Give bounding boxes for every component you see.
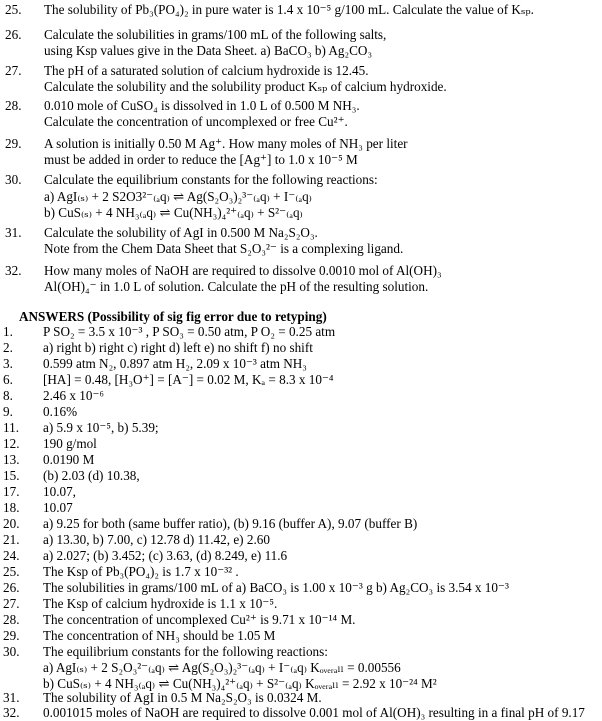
answer-number: 31. xyxy=(3,690,20,705)
question-text: Calculate the concentration of uncomplexed or free Cu²⁺. xyxy=(44,114,348,129)
answer-row xyxy=(0,484,602,498)
answer-row xyxy=(0,705,602,719)
answer-text: a) right b) right c) right d) left e) no shift f) no shift xyxy=(43,340,313,355)
answer-row xyxy=(0,580,602,594)
answer-row xyxy=(0,340,602,354)
answer-row xyxy=(0,356,602,370)
reaction-b: b) CuS₍ₛ₎ + 4 NH₃₍ₐq₎ ⇌ Cu(NH₃)₄²⁺₍ₐq₎ + S²⁻₍ₐq₎ xyxy=(44,205,303,220)
answer-number: 28. xyxy=(3,612,20,627)
question-text: How many moles of NaOH are required to dissolve 0.0010 mol of Al(OH)₃ xyxy=(44,263,442,278)
answer-row xyxy=(0,690,602,704)
answer-text: a) 5.9 x 10⁻⁵, b) 5.39; xyxy=(43,420,159,435)
answer-number: 13. xyxy=(3,452,20,467)
answer-row xyxy=(0,532,602,546)
answer-number: 6. xyxy=(3,372,13,387)
answer-text: 0.599 atm N₂, 0.897 atm H₂, 2.09 x 10⁻³ atm NH₃ xyxy=(43,356,307,371)
question-number: 25. xyxy=(5,2,22,17)
question-text: A solution is initially 0.50 M Ag⁺. How many moles of NH₃ per liter xyxy=(44,136,408,151)
answer-number: 32. xyxy=(3,705,20,720)
answer-text: 10.07 xyxy=(43,500,73,515)
answer-row xyxy=(0,436,602,450)
question-text: 0.010 mole of CuSO₄ is dissolved in 1.0 L of 0.500 M NH₃. xyxy=(44,98,360,113)
question-text: Calculate the solubilities in grams/100 mL of the following salts, xyxy=(44,27,387,42)
answer-text: a) 2.027; (b) 3.452; (c) 3.63, (d) 8.249, e) 11.6 xyxy=(43,548,288,563)
question-text: Note from the Chem Data Sheet that S₂O₃²⁻ is a complexing ligand. xyxy=(44,241,404,256)
answers-heading: ANSWERS (Possibility of sig fig error due to retyping) xyxy=(19,309,327,324)
answer-number: 17. xyxy=(3,484,20,499)
answer-row xyxy=(0,452,602,466)
answer-text: 2.46 x 10⁻⁶ xyxy=(43,388,105,403)
answer-number: 15. xyxy=(3,468,20,483)
answer-text: The Ksp of Pb₃(PO₄)₂ is 1.7 x 10⁻³² . xyxy=(43,564,239,579)
answer-text: 10.07, xyxy=(43,484,76,499)
question-text: The pH of a saturated solution of calcium hydroxide is 12.45. xyxy=(44,63,369,78)
answer-text: a) 13.30, b) 7.00, c) 12.78 d) 11.42, e) 2.60 xyxy=(43,532,270,547)
question-text: using Ksp values give in the Data Sheet. a) BaCO₃ b) Ag₂CO₃ xyxy=(44,43,373,58)
question-text: The solubility of Pb₃(PO₄)₂ in pure water is 1.4 x 10⁻⁵ g/100 mL. Calculate the value of Kₛₚ. xyxy=(44,2,534,17)
answer-text: b) CuS₍ₛ₎ + 4 NH₃₍ₐq₎ ⇌ Cu(NH₃)₄²⁺₍ₐq₎ + S²⁻₍ₐq₎ Kₒᵥₑᵣₐₗₗ = 2.92 x 10⁻²⁴ M² xyxy=(43,676,437,691)
answer-number: 29. xyxy=(3,628,20,643)
answer-text: The solubilities in grams/100 mL of a) BaCO₃ is 1.00 x 10⁻³ g b) Ag₂CO₃ is 3.54 x 10⁻³ xyxy=(43,580,509,595)
answer-text: The solubility of AgI in 0.5 M Na₂S₂O₃ is 0.0324 M. xyxy=(43,690,322,705)
answer-row xyxy=(0,420,602,434)
answer-number: 27. xyxy=(3,596,20,611)
answer-row xyxy=(0,468,602,482)
answer-row xyxy=(0,628,602,642)
answer-row xyxy=(0,660,602,674)
answer-number: 8. xyxy=(3,388,13,403)
answer-number: 24. xyxy=(3,548,20,563)
question-number: 26. xyxy=(5,27,22,42)
answer-number: 25. xyxy=(3,564,20,579)
answer-text: [HA] = 0.48, [H₃O⁺] = [A⁻] = 0.02 M, Kₐ = 8.3 x 10⁻⁴ xyxy=(43,372,334,387)
answer-row xyxy=(0,388,602,402)
answer-text: 0.16% xyxy=(43,404,78,419)
question-text: Calculate the equilibrium constants for the following reactions: xyxy=(44,172,378,187)
answer-number: 21. xyxy=(3,532,20,547)
answer-number: 2. xyxy=(3,340,13,355)
answer-row xyxy=(0,676,602,690)
question-text: must be added in order to reduce the [Ag⁺] to 1.0 x 10⁻⁵ M xyxy=(44,152,358,167)
answer-row xyxy=(0,612,602,626)
answer-number: 20. xyxy=(3,516,20,531)
answer-row xyxy=(0,564,602,578)
answer-text: a) 9.25 for both (same buffer ratio), (b) 9.16 (buffer A), 9.07 (buffer B) xyxy=(43,516,418,531)
answer-number: 26. xyxy=(3,580,20,595)
answer-number: 12. xyxy=(3,436,20,451)
answer-text: 190 g/mol xyxy=(43,436,97,451)
answer-text: The concentration of uncomplexed Cu²⁺ is 9.71 x 10⁻¹⁴ M. xyxy=(43,612,356,627)
answer-number: 11. xyxy=(3,420,19,435)
question-number: 30. xyxy=(5,172,22,187)
answer-text: a) AgI₍ₛ₎ + 2 S₂O₃²⁻₍ₐq₎ ⇌ Ag(S₂O₃)₂³⁻₍ₐq₎ + I⁻₍ₐq₎ Kₒᵥₑᵣₐₗₗ = 0.00556 xyxy=(43,660,401,675)
answer-number: 30. xyxy=(3,644,20,659)
question-number: 28. xyxy=(5,98,22,113)
question-number: 32. xyxy=(5,263,22,278)
answer-row xyxy=(0,372,602,386)
answer-row xyxy=(0,324,602,338)
reaction-a: a) AgI₍ₛ₎ + 2 S2O3²⁻₍ₐq₎ ⇌ Ag(S₂O₃)₂³⁻₍ₐq₎ + I⁻₍ₐq₎ xyxy=(44,189,312,204)
question-number: 31. xyxy=(5,225,22,240)
answer-text: The concentration of NH₃ should be 1.05 M xyxy=(43,628,276,643)
answer-text: 0.001015 moles of NaOH are required to dissolve 0.001 mol of Al(OH)₃ resulting in a final pH of 9.17 xyxy=(43,705,585,720)
answer-text: P SO₂ = 3.5 x 10⁻³ , P SO₃ = 0.50 atm, P O₂ = 0.25 atm xyxy=(43,324,336,339)
answer-row xyxy=(0,644,602,658)
answer-number: 1. xyxy=(3,324,13,339)
question-text: Calculate the solubility of AgI in 0.500 M Na₂S₂O₃. xyxy=(44,225,318,240)
answer-row xyxy=(0,500,602,514)
question-number: 29. xyxy=(5,136,22,151)
answer-row xyxy=(0,404,602,418)
answer-text: 0.0190 M xyxy=(43,452,95,467)
answer-text: (b) 2.03 (d) 10.38, xyxy=(43,468,140,483)
question-text: Al(OH)₄⁻ in 1.0 L of solution. Calculate the pH of the resulting solution. xyxy=(44,279,429,294)
answer-row xyxy=(0,548,602,562)
question-text: Calculate the solubility and the solubility product Kₛₚ of calcium hydroxide. xyxy=(44,79,447,94)
answer-row xyxy=(0,516,602,530)
answer-text: The equilibrium constants for the following reactions: xyxy=(43,644,328,659)
answer-number: 18. xyxy=(3,500,20,515)
answer-number: 9. xyxy=(3,404,13,419)
answer-row xyxy=(0,596,602,610)
question-number: 27. xyxy=(5,63,22,78)
answer-number: 3. xyxy=(3,356,13,371)
answer-text: The Ksp of calcium hydroxide is 1.1 x 10⁻⁵. xyxy=(43,596,278,611)
